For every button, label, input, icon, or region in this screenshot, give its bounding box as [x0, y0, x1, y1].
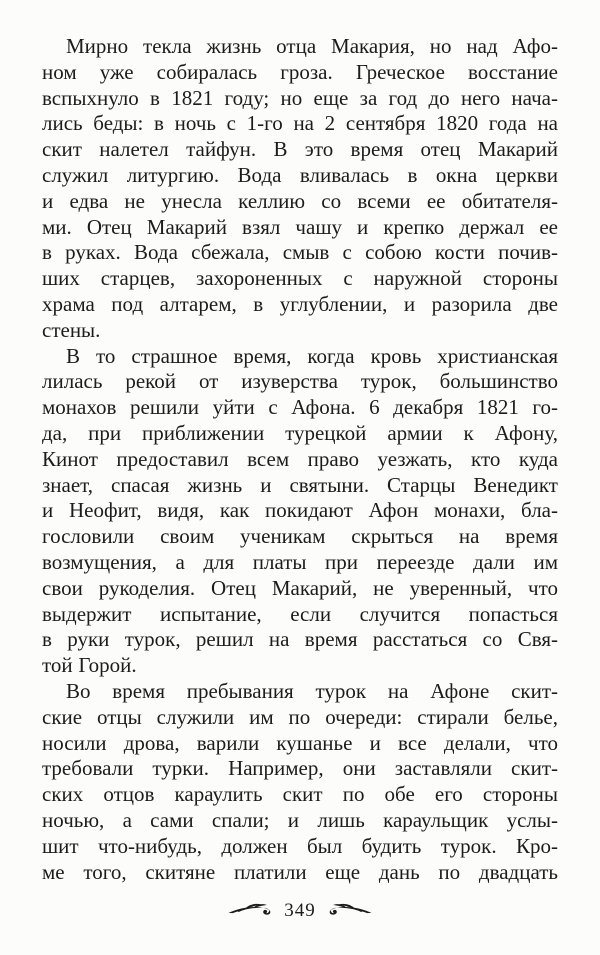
paragraph	[42, 344, 558, 679]
text-line: ские отцы служили им по очереди: стирали белье,	[42, 704, 558, 729]
text-line: стены.	[42, 317, 101, 342]
text-line: требовали турки. Например, они заставляли скит-	[42, 756, 558, 781]
text-line: Кинот предоставил всем право уезжать, кто куда	[42, 446, 558, 471]
text-line: ном уже собиралась гроза. Греческое восстание	[42, 59, 558, 84]
text-line: носили дрова, варили кушанье и все делали, что	[42, 730, 558, 755]
text-line: ме того, скитяне платили еще дань по двадцать	[42, 859, 558, 884]
text-line: ших старцев, захороненных с наружной стороны	[42, 266, 558, 291]
text-line: возмущения, а для платы при переезде дали им	[42, 549, 558, 574]
text-line: лилась рекой от изуверства турок, большинство	[42, 369, 558, 394]
paragraph	[42, 34, 558, 344]
text-line: и Неофит, видя, как покидают Афон монахи, бла-	[42, 498, 558, 523]
text-line: шит что-нибудь, должен был будить турок. Кро-	[42, 833, 558, 858]
text-line: гословили своим ученикам скрыться на время	[42, 524, 558, 549]
leaf-flourish-right-icon	[327, 902, 373, 918]
text-line: служил литургию. Вода вливалась в окна церкви	[42, 162, 558, 187]
text-line: монахов решили уйти с Афона. 6 декабря 1821 го-	[42, 395, 558, 420]
text-line: в руки турок, решил на время расстаться со Свя-	[42, 627, 558, 652]
text-line: ночью, а сами спали; и лишь караульщик услы-	[42, 807, 558, 832]
text-line: и едва не унесла келлию со всеми ее обитателя-	[42, 188, 558, 213]
text-line: лись беды: в ночь с 1-го на 2 сентября 1820 года на	[42, 111, 558, 136]
text-line: Во время пребывания турок на Афоне скит-	[66, 678, 558, 703]
page-number: 349	[284, 899, 316, 921]
page-footer	[0, 898, 600, 922]
text-line: в руках. Вода сбежала, смыв с собою кости почив-	[42, 240, 558, 265]
text-line: В то страшное время, когда кровь христианская	[66, 343, 558, 368]
text-line: скит налетел тайфун. В это время отец Макарий	[42, 137, 558, 162]
leaf-flourish-left-icon	[227, 902, 273, 918]
text-line: Мирно текла жизнь отца Макария, но над Афо-	[66, 34, 558, 58]
text-line: свои рукоделия. Отец Макарий, не уверенный, что	[42, 575, 558, 600]
text-line: выдержит испытание, если случится попасться	[42, 601, 558, 626]
text-line: да, при приближении турецкой армии к Афону,	[42, 420, 558, 445]
text-line: знает, спасая жизнь и святыни. Старцы Венедикт	[42, 472, 558, 497]
text-line: вспыхнуло в 1821 году; но еще за год до него нача-	[42, 85, 558, 110]
text-line: ских отцов караулить скит по обе его стороны	[42, 782, 558, 807]
text-line: ми. Отец Макарий взял чашу и крепко держал ее	[42, 214, 558, 239]
paragraph	[42, 679, 558, 885]
text-line: храма под алтарем, в углублении, и разорила две	[42, 291, 558, 316]
page-text	[42, 34, 558, 885]
text-line: той Горой.	[42, 653, 137, 678]
